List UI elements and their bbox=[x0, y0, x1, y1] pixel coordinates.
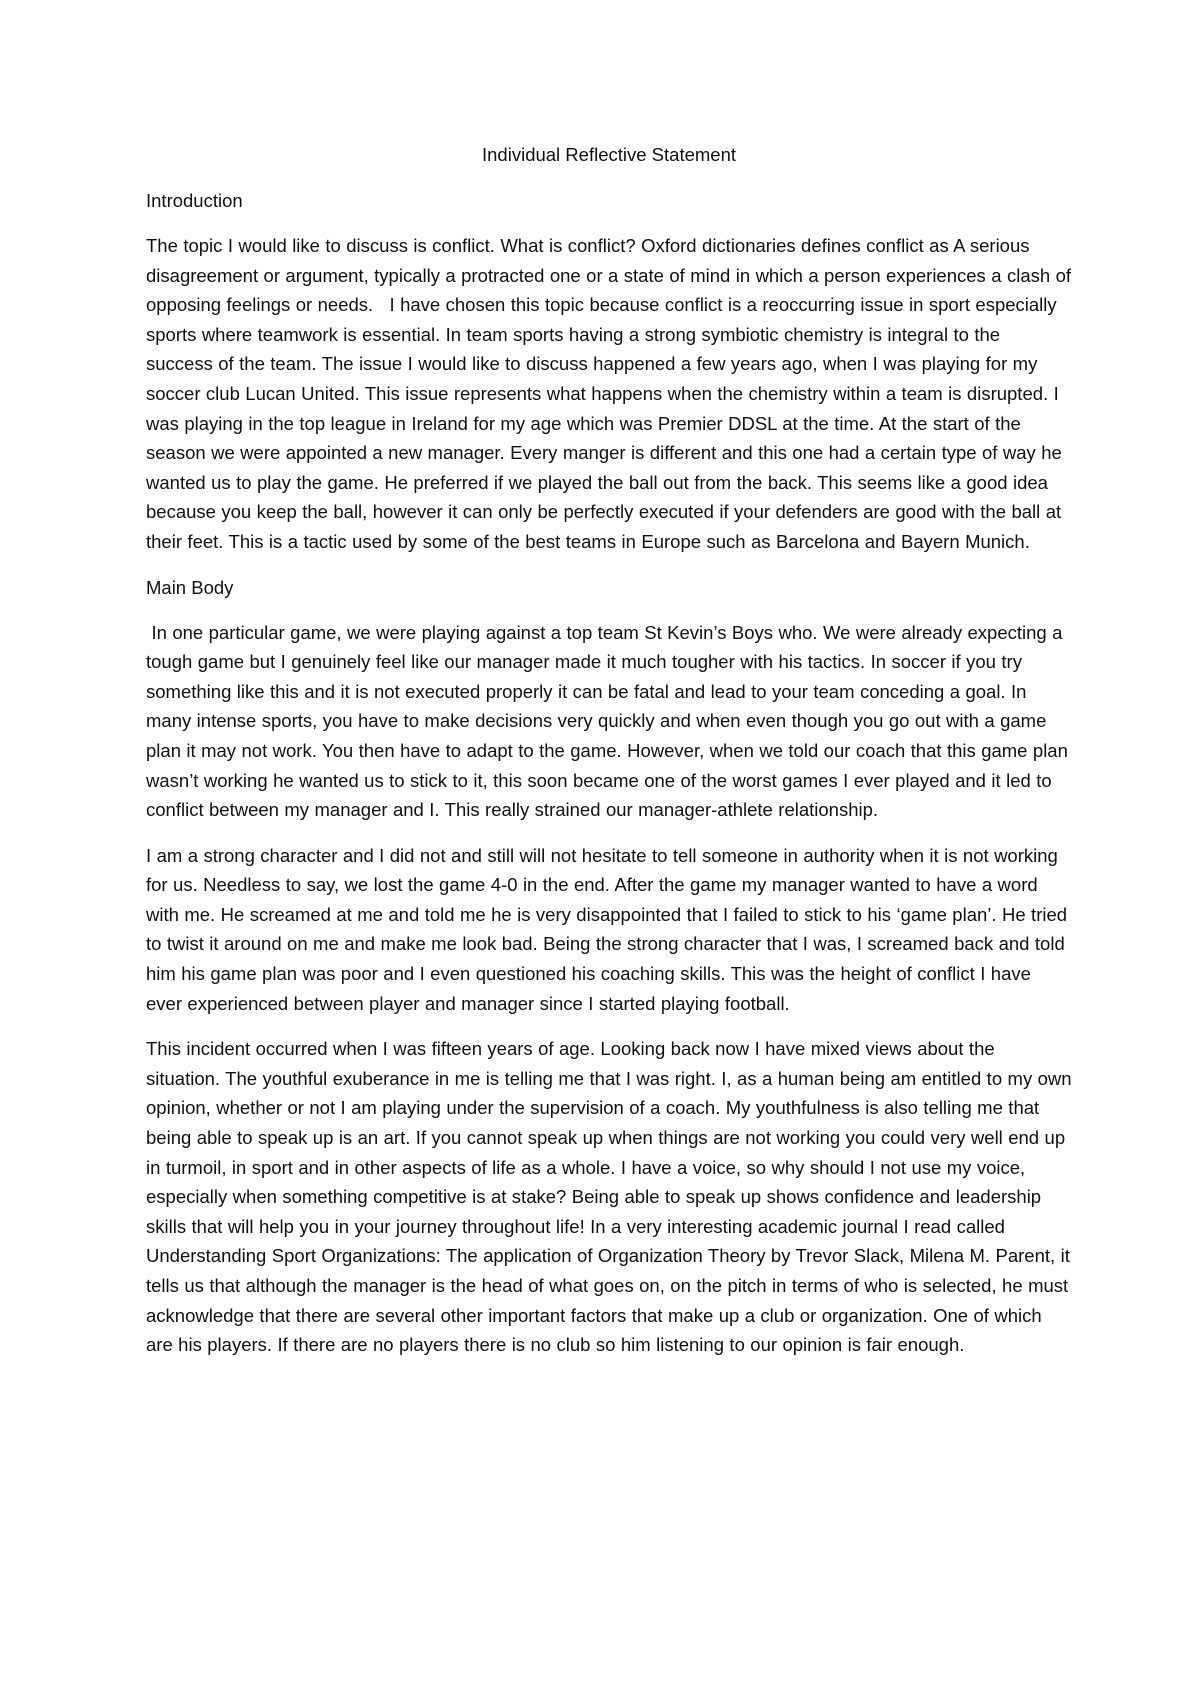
document-title: Individual Reflective Statement bbox=[482, 144, 736, 165]
section-heading-main-body: Main Body bbox=[146, 576, 234, 598]
main-body-paragraph-3: This incident occurred when I was fifteen years of age. Looking back now I have mixed views about the situation. The youthful exuberance in me is telling me that I was right. I, as a human being am entitled to my own opinion, whether or not I am playing under the supervision of a coach. My youthfulness is also telling me that being able to speak up is an art. If you cannot speak up when things are not working you could very well end up in turmoil, in sport and in other aspects of life as a whole. I have a voice, so why should I not use my voice, especially when something competitive is at stake? Being able to speak up shows confidence and leadership skills that will help you in your journey throughout life! In a very interesting academic journal I read called Understanding Sport Organizations: The application of Organization Theory by Trevor Slack, Milena M. Parent, it tells us that although the manager is the head of what goes on, on the pitch in terms of who is selected, he must acknowledge that there are several other important factors that make up a club or organization. One of which are his players. If there are no players there is no club so him listening to our opinion is fair enough. bbox=[146, 1038, 1072, 1356]
introduction-paragraph: The topic I would like to discuss is conflict. What is conflict? Oxford dictionaries defines conflict as A serious disagreement or argument, typically a protracted one or a state of mind in which a person experiences a clash of opposing feelings or needs. I have chosen this topic because conflict is a reoccurring issue in sport especially sports where teamwork is essential. In team sports having a strong symbiotic chemistry is integral to the success of the team. The issue I would like to discuss happened a few years ago, when I was playing for my soccer club Lucan United. This issue represents what happens when the chemistry within a team is disrupted. I was playing in the top league in Ireland for my age which was Premier DDSL at the time. At the start of the season we were appointed a new manager. Every manger is different and this one had a certain type of way he wanted us to play the game. He preferred if we played the ball out from the back. This seems like a good idea because you keep the ball, however it can only be perfectly executed if your defenders are good with the ball at their feet. This is a tactic used by some of the best teams in Europe such as Barcelona and Bayern Munich. bbox=[146, 235, 1077, 552]
document-body bbox=[146, 140, 1077, 1376]
main-body-paragraph-1: In one particular game, we were playing against a top team St Kevin’s Boys who. We were already expecting a tough game but I genuinely feel like our manager made it much tougher with his tactics. In soccer if you try something like this and it is not executed properly it can be fatal and lead to your team conceding a goal. In many intense sports, you have to make decisions very quickly and when even though you go out with a game plan it may not work. You then have to adapt to the game. However, when we told our coach that this game plan wasn’t working he wanted us to stick to it, this soon became one of the worst games I ever played and it led to conflict between my manager and I. This really strained our manager-athlete relationship. bbox=[146, 621, 1074, 821]
main-body-paragraph-2: I am a strong character and I did not and still will not hesitate to tell someone in authority when it is not working for us. Needless to say, we lost the game 4-0 in the end. After the game my manager wanted to have a word with me. He screamed at me and told me he is very disappointed that I failed to stick to his ‘game plan’. He tried to twist it around on me and make me look bad. Being the strong character that I was, I screamed back and told him his game plan was poor and I even questioned his coaching skills. This was the height of conflict I have ever experienced between player and manager since I started playing football. bbox=[146, 844, 1068, 1014]
section-heading-introduction: Introduction bbox=[146, 190, 243, 211]
